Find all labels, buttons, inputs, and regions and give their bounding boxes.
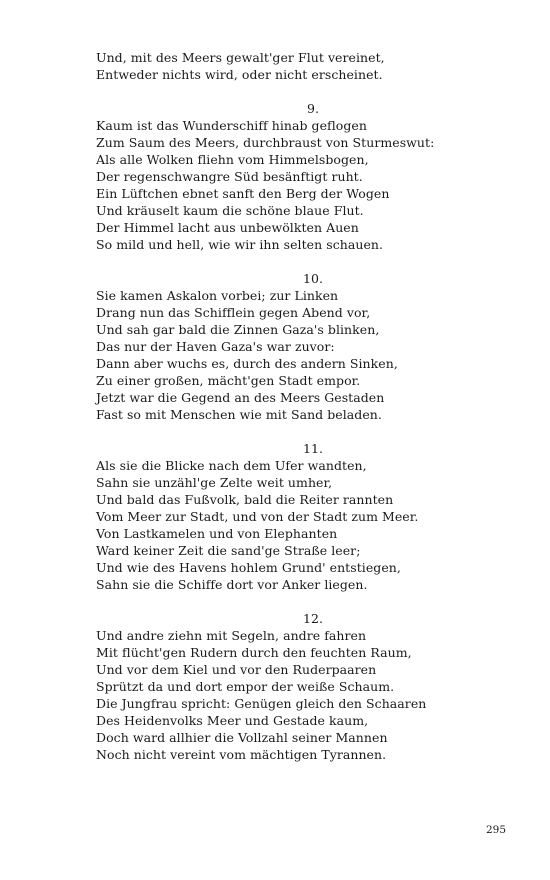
page-number: 295 — [486, 824, 507, 836]
verse-line: Mit flücht'gen Rudern durch den feuchten Raum, — [96, 645, 412, 660]
verse-line: Ward keiner Zeit die sand'ge Straße leer; — [96, 543, 361, 558]
verse-line: Sprützt da und dort empor der weiße Schaum. — [96, 679, 395, 694]
stanza-number: 9. — [307, 101, 319, 116]
stanza-11 — [96, 440, 516, 593]
verse-line: Fast so mit Menschen wie mit Sand beladen. — [96, 407, 382, 422]
verse-line: Das nur der Haven Gaza's war zuvor: — [96, 339, 335, 354]
stanza-12 — [96, 610, 516, 763]
verse-line: Jetzt war die Gegend an des Meers Gestaden — [96, 390, 385, 405]
stanza-9 — [96, 100, 516, 253]
verse-line: Und sah gar bald die Zinnen Gaza's blinken, — [96, 322, 380, 337]
verse-line: Ein Lüftchen ebnet sanft den Berg der Wogen — [96, 186, 390, 201]
verse-line: Vom Meer zur Stadt, und von der Stadt zum Meer. — [96, 509, 419, 524]
verse-line: Noch nicht vereint vom mächtigen Tyrannen. — [96, 747, 387, 762]
verse-line: Sahn sie unzähl'ge Zelte weit umher, — [96, 475, 333, 490]
stanza-number: 11. — [303, 441, 323, 456]
verse-line: Und wie des Havens hohlem Grund' entstiegen, — [96, 560, 401, 575]
verse-line: Des Heidenvolks Meer und Gestade kaum, — [96, 713, 369, 728]
stanza-number: 12. — [303, 611, 323, 626]
verse-line: Die Jungfrau spricht: Genügen gleich den Schaaren — [96, 696, 427, 711]
verse-line: Und bald das Fußvolk, bald die Reiter rannten — [96, 492, 394, 507]
verse-line: Und andre ziehn mit Segeln, andre fahren — [96, 628, 367, 643]
verse-line: Dann aber wuchs es, durch des andern Sinken, — [96, 356, 398, 371]
verse-line: Und kräuselt kaum die schöne blaue Flut. — [96, 203, 364, 218]
stanza-continuation — [96, 49, 516, 83]
verse-line: Kaum ist das Wunderschiff hinab geflogen — [96, 118, 367, 133]
verse-line: Sie kamen Askalon vorbei; zur Linken — [96, 288, 339, 303]
verse-line: Der Himmel lacht aus unbewölkten Auen — [96, 220, 359, 235]
verse-line: Entweder nichts wird, oder nicht erscheinet. — [96, 67, 383, 82]
verse-line: Zum Saum des Meers, durchbraust von Sturmeswut: — [96, 135, 435, 150]
verse-line: Doch ward allhier die Vollzahl seiner Mannen — [96, 730, 388, 745]
verse-line: Zu einer großen, mächt'gen Stadt empor. — [96, 373, 361, 388]
verse-line: Von Lastkamelen und von Elephanten — [96, 526, 338, 541]
verse-line: Der regenschwangre Süd besänftigt ruht. — [96, 169, 363, 184]
stanza-10 — [96, 270, 516, 423]
verse-line: Und vor dem Kiel und vor den Ruderpaaren — [96, 662, 377, 677]
verse-line: Als sie die Blicke nach dem Ufer wandten, — [96, 458, 367, 473]
stanza-number: 10. — [303, 271, 323, 286]
verse-line: Als alle Wolken fliehn vom Himmelsbogen, — [96, 152, 369, 167]
poem-text — [96, 49, 516, 763]
verse-line: Drang nun das Schifflein gegen Abend vor, — [96, 305, 371, 320]
verse-line: So mild und hell, wie wir ihn selten schauen. — [96, 237, 384, 252]
verse-line: Sahn sie die Schiffe dort vor Anker liegen. — [96, 577, 368, 592]
verse-line: Und, mit des Meers gewalt'ger Flut vereinet, — [96, 50, 385, 65]
